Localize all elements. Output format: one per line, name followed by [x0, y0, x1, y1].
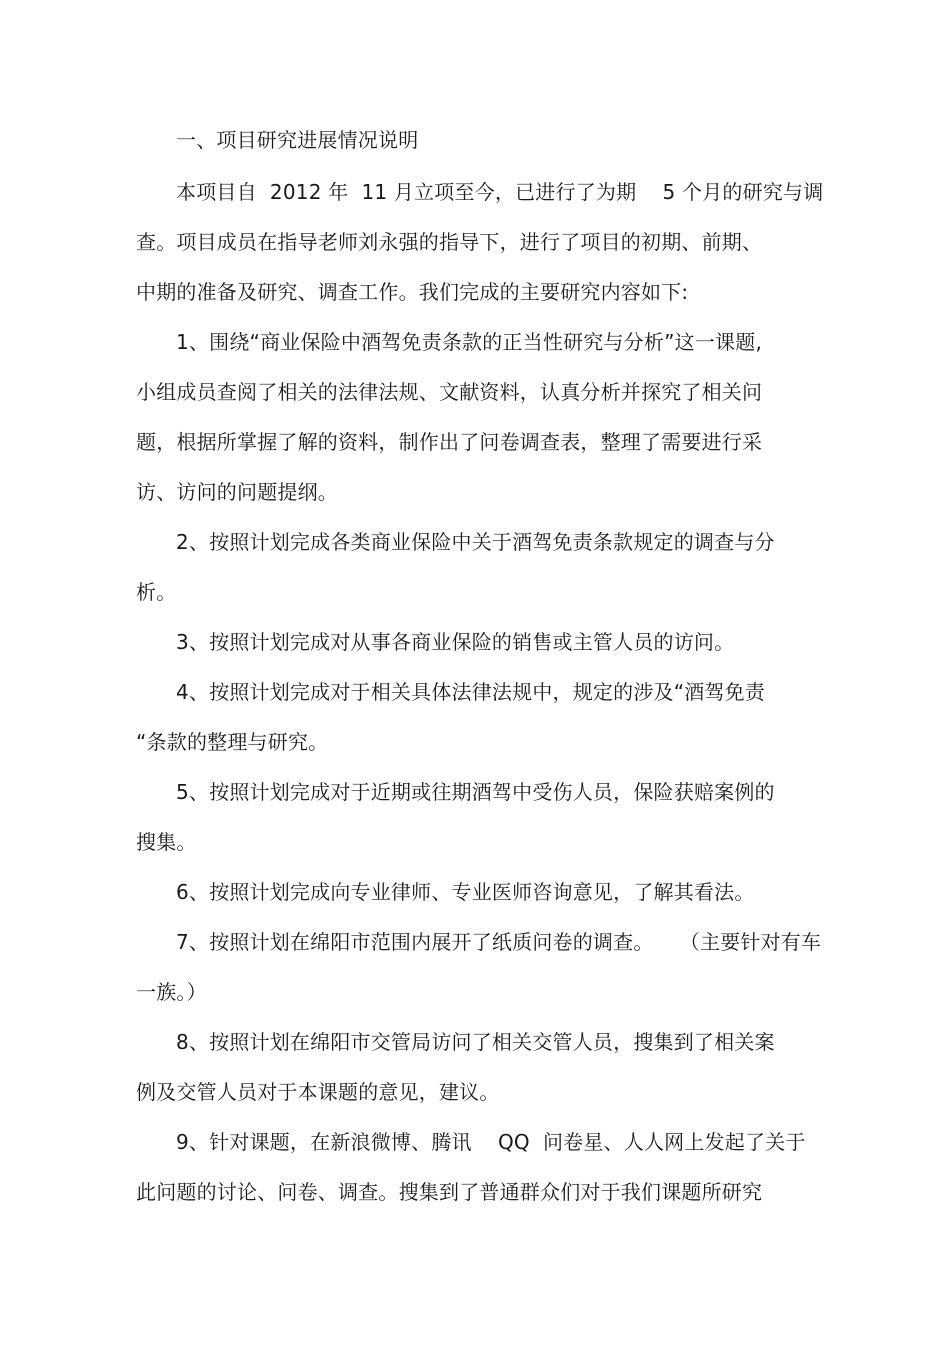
paragraph-line: 2、按照计划完成各类商业保险中关于酒驾免责条款规定的调查与分: [176, 530, 775, 554]
paragraph-line: 8、按照计划在绵阳市交管局访问了相关交管人员，搜集到了相关案: [176, 1030, 775, 1054]
paragraph-line: 中期的准备及研究、调查工作。我们完成的主要研究内容如下:: [136, 280, 689, 304]
paragraph-line: 1、围绕“商业保险中酒驾免责条款的正当性研究与分析”这一课题,: [176, 330, 763, 354]
paragraph-line: 访、访问的问题提纲。: [136, 480, 338, 504]
paragraph-line: 小组成员查阅了相关的法律法规、文献资料，认真分析并探究了相关问: [136, 380, 763, 404]
paragraph-line: 4、按照计划完成对于相关具体法律法规中，规定的涉及“酒驾免责: [176, 680, 766, 704]
paragraph-line: 7、按照计划在绵阳市范围内展开了纸质问卷的调查。 （主要针对有车: [176, 930, 822, 954]
paragraph-line: 此问题的讨论、问卷、调查。搜集到了普通群众们对于我们课题所研究: [136, 1180, 763, 1204]
paragraph-line: 本项目自 2012 年 11 月立项至今，已进行了为期 5 个月的研究与调: [176, 180, 824, 204]
paragraph-line: 查。项目成员在指导老师刘永强的指导下，进行了项目的初期、前期、: [136, 230, 763, 254]
paragraph-line: 析。: [136, 580, 177, 604]
paragraph-line: 一族。）: [136, 980, 207, 1004]
paragraph-line: 例及交管人员对于本课题的意见，建议。: [136, 1080, 500, 1104]
paragraph-line: 5、按照计划完成对于近期或往期酒驾中受伤人员，保险获赔案例的: [176, 780, 775, 804]
section-heading: 一、项目研究进展情况说明: [176, 128, 419, 152]
paragraph-line: 3、按照计划完成对从事各商业保险的销售或主管人员的访问。: [176, 630, 735, 654]
paragraph-line: 题，根据所掌握了解的资料，制作出了问卷调查表，整理了需要进行采: [136, 430, 763, 454]
paragraph-line: 6、按照计划完成向专业律师、专业医师咨询意见，了解其看法。: [176, 880, 755, 904]
paragraph-line: “条款的整理与研究。: [136, 730, 329, 754]
paragraph-line: 9、针对课题，在新浪微博、腾讯 QQ 问卷星、人人网上发起了关于: [176, 1130, 806, 1154]
paragraph-line: 搜集。: [136, 830, 197, 854]
